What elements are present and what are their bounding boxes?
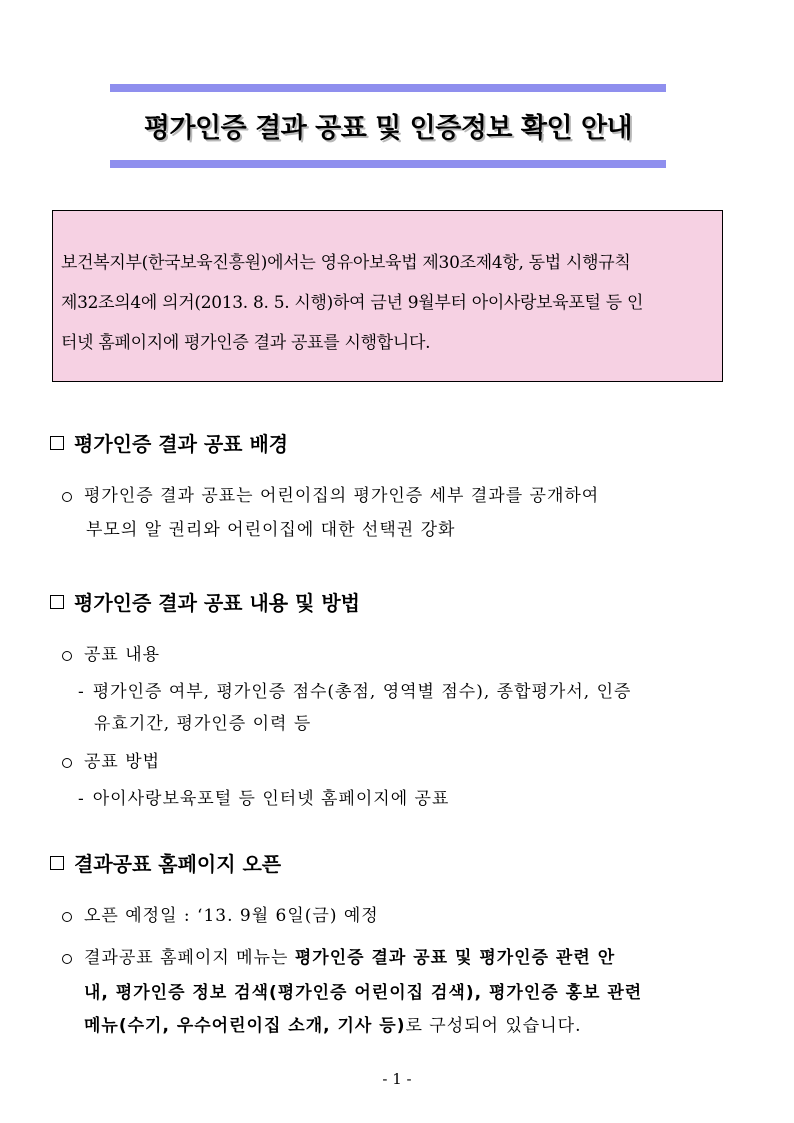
title-top-bar [110, 84, 666, 92]
bullet-text: 공표 방법 [84, 752, 161, 772]
summary-line: 보건복지부(한국보육진흥원)에서는 영유아보육법 제30조제4항, 동법 시행규칙 [61, 253, 631, 273]
dash-continuation: 유효기간, 평가인증 이력 등 [94, 714, 312, 734]
circle-bullet-icon [62, 651, 72, 661]
bullet-continuation [84, 1008, 744, 1045]
section-heading-label: 결과공표 홈페이지 오픈 [74, 852, 282, 876]
summary-box [52, 210, 723, 382]
summary-line: 터넷 홈페이지에 평가인증 결과 공표를 시행합니다. [61, 333, 431, 353]
dash-text: 아이사랑보육포털 등 인터넷 홈페이지에 공표 [92, 789, 450, 809]
bullet-text: 오픈 예정일 : ‘13. 9월 6일(금) 예정 [84, 906, 379, 926]
section-heading-homepage [50, 848, 281, 877]
bullet-item [62, 940, 742, 977]
bullet-item [62, 898, 379, 935]
square-icon [50, 436, 64, 450]
bullet-bold-text: 메뉴(수기, 우수어린이집 소개, 기사 등) [84, 1016, 406, 1036]
bullet-continuation [84, 975, 744, 1012]
square-icon [50, 595, 64, 609]
bullet-text: 로 구성되어 있습니다. [405, 1016, 582, 1036]
bullet-text: 평가인증 결과 공표는 어린이집의 평가인증 세부 결과를 공개하여 [84, 486, 600, 506]
bullet-continuation: 부모의 알 권리와 어린이집에 대한 선택권 강화 [86, 520, 456, 540]
section-heading-label: 평가인증 결과 공표 내용 및 방법 [74, 591, 360, 615]
dash-text: 평가인증 여부, 평가인증 점수(총점, 영역별 점수), 종합평가서, 인증 [92, 682, 632, 702]
bullet-item [62, 744, 160, 781]
circle-bullet-icon [62, 492, 72, 502]
dash-item [78, 781, 449, 818]
bullet-item [62, 478, 599, 515]
circle-bullet-icon [62, 912, 72, 922]
circle-bullet-icon [62, 758, 72, 768]
title-bottom-bar [110, 160, 666, 168]
circle-bullet-icon [62, 954, 72, 964]
dash-icon: - [78, 682, 85, 702]
section-heading-label: 평가인증 결과 공표 배경 [74, 432, 289, 456]
document-title: 평가인증 결과 공표 및 인증정보 확인 안내 [143, 113, 633, 144]
dash-icon: - [78, 789, 85, 809]
page-number: - 1 - [382, 1070, 412, 1088]
section-heading-background [50, 428, 288, 457]
bullet-text: 공표 내용 [84, 645, 161, 665]
bullet-text: 결과공표 홈페이지 메뉴는 [84, 948, 295, 968]
square-icon [50, 856, 64, 870]
bullet-bold-text: 내, 평가인증 정보 검색(평가인증 어린이집 검색), 평가인증 홍보 관련 [84, 983, 643, 1003]
bullet-bold-text: 평가인증 결과 공표 및 평가인증 관련 안 [294, 948, 616, 968]
bullet-item [62, 637, 160, 674]
summary-line: 제32조의4에 의거(2013. 8. 5. 시행)하여 금년 9월부터 아이사랑보육포털 등 인 [61, 293, 644, 313]
section-heading-content-method [50, 587, 360, 616]
